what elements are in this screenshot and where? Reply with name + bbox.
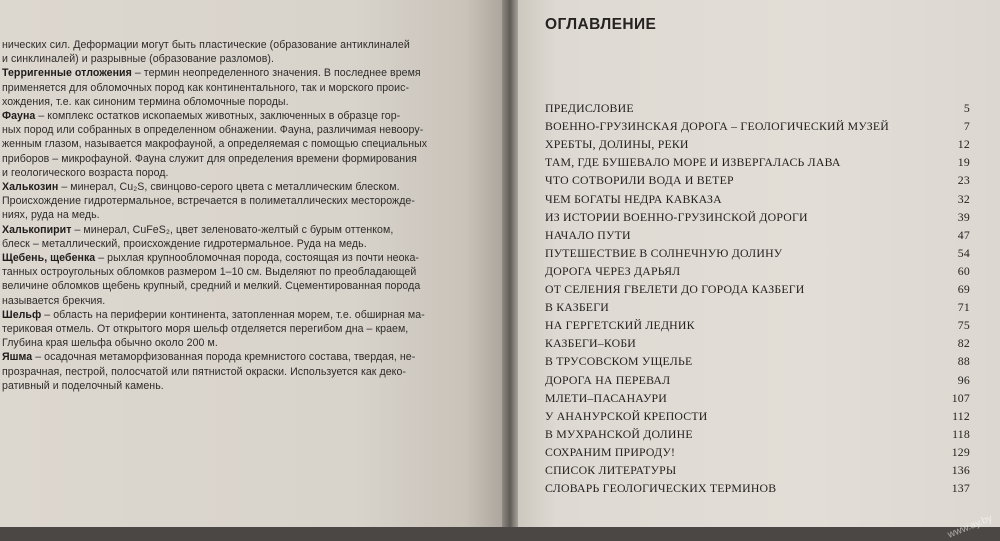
glossary-entry [2,109,502,180]
glossary-entry [2,223,502,251]
toc-item-title: СОХРАНИМ ПРИРОДУ! [545,444,676,459]
glossary-line [2,308,502,322]
glossary-term: Фауна [2,110,36,122]
glossary-term: Шельф [2,308,42,321]
toc-item-title: ВОЕННО-ГРУЗИНСКАЯ ДОРОГА – ГЕОЛОГИЧЕСКИЙ МУЗЕЙ [545,119,889,134]
toc-item-title: В КАЗБЕГИ [545,300,609,315]
toc-item [545,262,970,280]
glossary-line-text: ническ​их сил. Деформации могут быть пластические (образование антиклиналей [2,39,410,51]
toc-item-page-number: 75 [957,318,970,333]
toc-item [545,117,970,135]
toc-item-page-number: 88 [957,354,970,369]
toc-item [545,99,970,117]
toc-heading: ОГЛАВЛЕНИЕ [545,16,657,33]
glossary-line-text: и синклиналей) и разрывные (образование разломов). [2,53,274,66]
glossary-line [2,66,502,80]
toc-item-page-number: 60 [957,263,970,278]
glossary-line [2,379,502,393]
toc-item [545,425,970,443]
toc-item-title: ТАМ, ГДЕ БУШЕВАЛО МОРЕ И ИЗВЕРГАЛАСЬ ЛАВА [545,155,841,170]
glossary-line [2,109,502,123]
glossary-line [2,95,502,109]
toc-item-page-number: 129 [951,444,970,459]
glossary-line-text: танных остроугольных обломков размером 1–10 см. Выделяют по преобладающей [2,266,417,279]
toc-item-title: СЛОВАРЬ ГЕОЛОГИЧЕСКИХ ТЕРМИНОВ [545,481,777,496]
glossary-line-text: ниях, руда на медь. [2,209,100,222]
toc-item-page-number: 54 [957,245,970,260]
glossary-line-text: Происхождение гидротермальное, встречается в полиметаллических месторожде- [2,195,415,208]
toc-item [545,298,970,316]
toc-item [545,208,970,226]
glossary-term: Терригенные отложения [2,67,132,80]
glossary-line-text: ных пород или собранных в определенном обнажении. Фауна, различимая невоору- [2,124,424,137]
toc-item-page-number: 118 [952,426,970,441]
watermark: www.ay.by [946,512,994,541]
glossary-line-text: и геологического возраста пород. [2,166,169,179]
glossary-entry [2,38,502,66]
glossary-line-text: териковая отмель. От открытого моря шельф отделяется перегибом дна – краем, [2,322,409,335]
glossary-line [2,52,502,66]
glossary-line [2,38,502,52]
glossary-term: Яшма [2,351,33,364]
glossary-line-text: ративный и поделочный камень. [2,379,164,392]
glossary-line-text: – минерал, CuFeS₂, цвет зеленовато-желтый с бурым оттенком, [71,223,394,236]
toc-item [545,190,970,208]
toc-item-page-number: 71 [957,300,970,315]
toc-item [545,153,970,171]
glossary-line-text: прозрачная, пестрой, полосчатой или пятнистой окраски. Используется как деко- [2,365,406,378]
toc-item-title: ОТ СЕЛЕНИЯ ГВЕЛЕТИ ДО ГОРОДА КАЗБЕГИ [545,282,805,296]
toc-item-title: НА ГЕРГЕТСКИЙ ЛЕДНИК [545,318,695,333]
glossary-line [2,294,502,308]
toc-item-title: МЛЕТИ–ПАСАНАУРИ [545,390,668,405]
toc-item [545,226,970,244]
toc-item-page-number: 112 [952,408,970,423]
glossary-entry [2,350,502,393]
glossary-line-text: – комплекс остатков ископаемых животных, заключенных в образце гор- [35,110,401,122]
toc-item [545,389,970,407]
toc-item-page-number: 7 [963,119,970,134]
toc-item-title: В ТРУСОВСКОМ УЩЕЛЬЕ [545,354,693,369]
glossary-line [2,322,502,336]
toc-item-page-number: 82 [957,336,970,351]
toc-item [545,316,970,334]
toc-item-page-number: 12 [957,137,970,152]
toc-item-page-number: 107 [951,390,970,405]
toc-item [545,171,970,189]
toc-item-title: ИЗ ИСТОРИИ ВОЕННО-ГРУЗИНСКОЙ ДОРОГИ [545,209,808,224]
toc-item [545,135,970,153]
toc-item-title: ДОРОГА ЧЕРЕЗ ДАРЬЯЛ [545,263,681,278]
toc-item-page-number: 19 [957,155,970,170]
toc-item [545,352,970,370]
glossary-line-text: приборов – микрофауной. Фауна служит для определения времени формирования [2,152,417,165]
glossary-line [2,237,502,251]
toc-item-title: ПРЕДИСЛОВИЕ [545,101,634,115]
toc-item-title: КАЗБЕГИ–КОБИ [545,336,637,351]
toc-item-page-number: 39 [957,209,970,224]
glossary-line [2,123,502,137]
glossary-line-text: – область на периферии континента, затопленная морем, т.е. обширная ма- [41,308,425,321]
toc-item-page-number: 137 [951,481,970,496]
toc-item-title: ПУТЕШЕСТВИЕ В СОЛНЕЧНУЮ ДОЛИНУ [545,245,783,260]
glossary-entry [2,180,502,223]
glossary-line [2,152,502,166]
glossary-line [2,350,502,364]
toc-item [545,244,970,262]
glossary-line [2,251,502,265]
glossary-line [2,336,502,350]
glossary-line-text: – термин неопределенного значения. В последнее время [131,67,421,80]
toc-item-page-number: 69 [957,282,970,296]
toc-item [545,334,970,352]
glossary-line-text: – осадочная метаморфизованная порода кремнистого состава, твердая, не- [32,351,416,364]
toc-item-page-number: 5 [963,101,970,115]
toc-item [545,479,970,497]
glossary-line [2,208,502,222]
glossary-line-text: – рыхлая крупнообломочная порода, состоящая из почти неока- [95,252,419,264]
glossary-entry [2,251,502,308]
toc-item-title: НАЧАЛО ПУТИ [545,227,631,242]
toc-item-page-number: 136 [951,463,970,477]
toc-item-title: СПИСОК ЛИТЕРАТУРЫ [545,463,677,477]
glossary-term: Щебень, щебенка [2,252,96,264]
glossary-line [2,137,502,151]
glossary-line-text: применяется для обломочных пород как континентального, так и морского проис- [2,81,410,94]
glossary-line-text: величине обломков щебень крупный, средний и мелкий. Сцементированная порода [2,280,421,293]
toc-item-page-number: 47 [957,227,970,242]
glossary-line-text: – минерал, Cu₂S, свинцово-серого цвета с металлическим блеском. [58,181,400,193]
glossary-line [2,180,502,194]
glossary-term: Халькозин [2,181,59,193]
toc-item-title: У АНАНУРСКОЙ КРЕПОСТИ [545,408,708,423]
glossary-term: Халькопирит [2,223,72,236]
glossary-line [2,279,502,293]
glossary-line-text: Глубина края шельфа обычно около 200 м. [2,337,218,350]
toc-item [545,461,970,479]
toc-item [545,407,970,425]
glossary-line [2,223,502,237]
glossary-entry [2,308,502,351]
glossary-line [2,166,502,180]
glossary-line-text: блеск – металлический, происхождение гидротермальное. Руда на медь. [2,237,367,250]
glossary-line-text: женным глазом, называется макрофауной, а определяемая с помощью специальных [2,138,428,151]
glossary-line [2,81,502,95]
toc-item-page-number: 32 [957,191,970,206]
toc-item [545,371,970,389]
toc-item-title: В МУХРАНСКОЙ ДОЛИНЕ [545,426,693,441]
glossary-line [2,265,502,279]
glossary-entry [2,66,502,109]
glossary-line [2,194,502,208]
toc-item-title: ЧЕМ БОГАТЫ НЕДРА КАВКАЗА [545,191,722,206]
toc-item [545,280,970,298]
toc-item-page-number: 96 [957,372,970,387]
toc-item-title: ХРЕБТЫ, ДОЛИНЫ, РЕКИ [545,137,689,152]
glossary-line-text: называется брекчия. [2,294,106,307]
toc-item-title: ДОРОГА НА ПЕРЕВАЛ [545,372,671,387]
toc-item [545,443,970,461]
glossary-line-text: хождения, т.е. как синоним термина обломочные породы. [2,95,289,108]
toc-item-title: ЧТО СОТВОРИЛИ ВОДА И ВЕТЕР [545,173,734,188]
toc-item-page-number: 23 [957,173,970,188]
glossary-line [2,365,502,379]
